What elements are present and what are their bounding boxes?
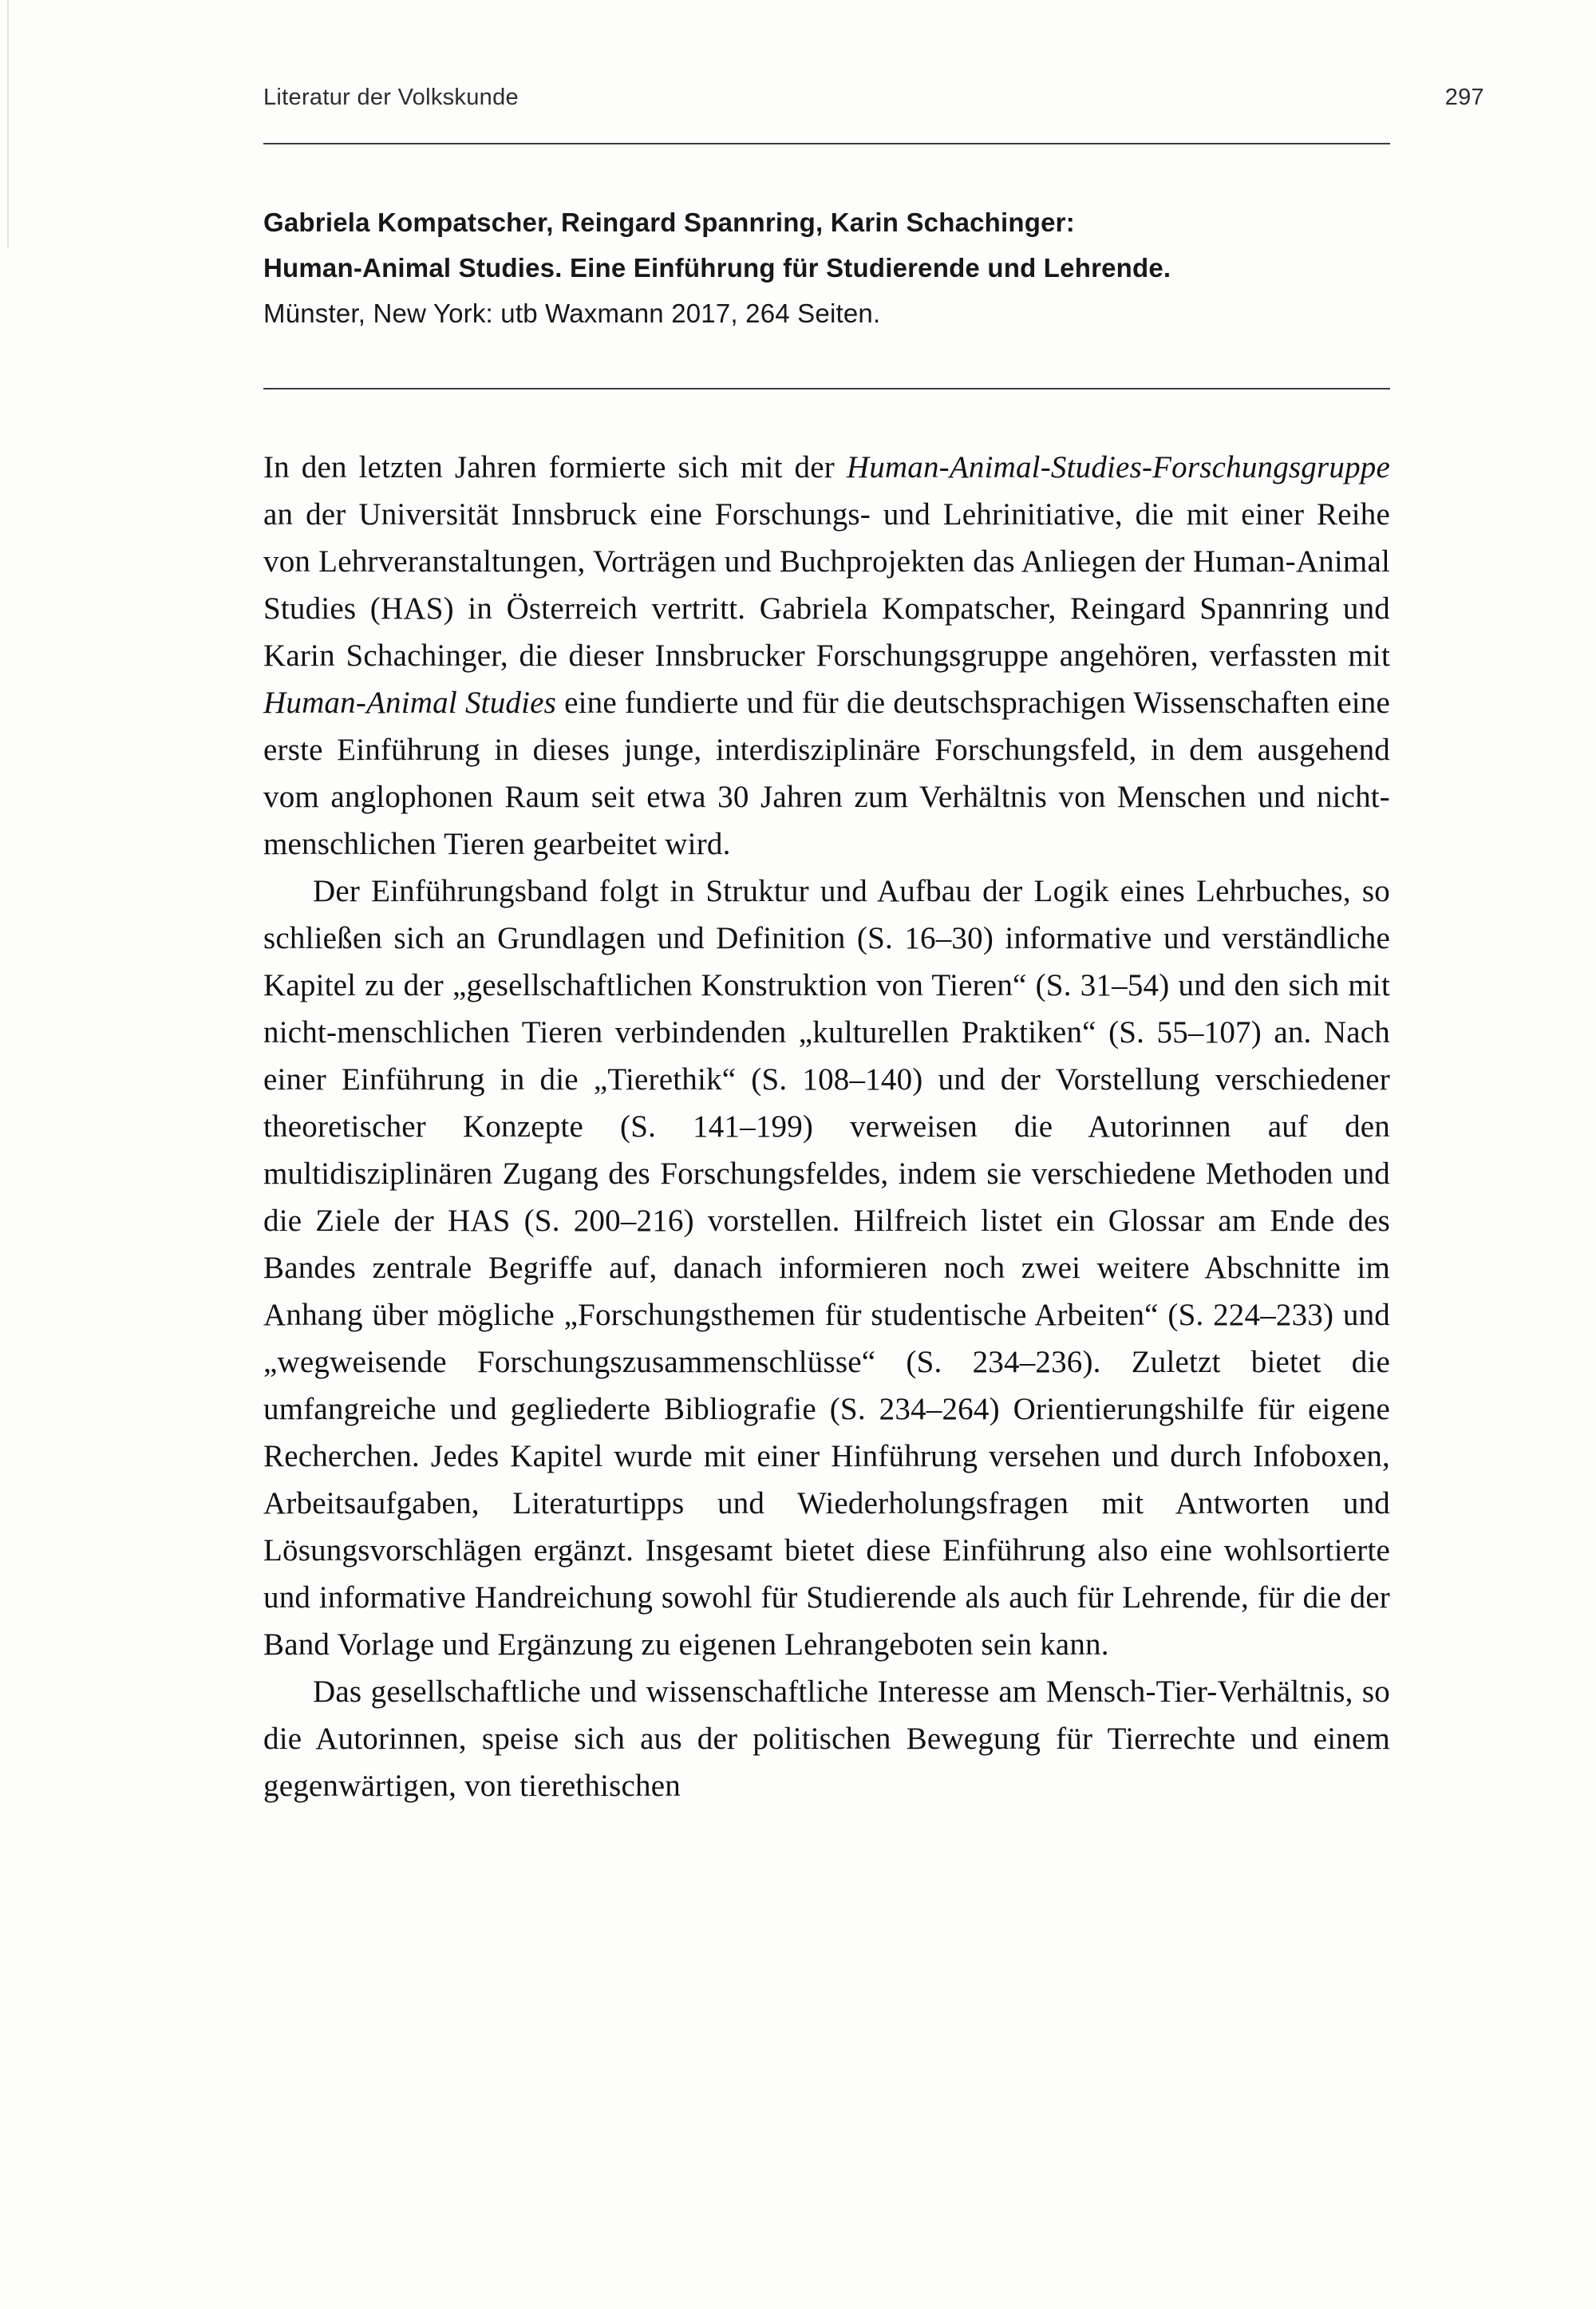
text-run: eine fundierte und für die deutschsprachigen Wissenschaften eine erste Einführung in dieses junge, interdisziplinäre Forschungsfeld, in dem ausgehend vom anglophonen Raum seit etwa 30 Jahren zum Verhältnis von Menschen und nicht-menschlichen Tieren gearbeitet wird.: [263, 686, 1390, 861]
review-title-line: Human-Animal Studies. Eine Einführung für Studierende und Lehrende.: [263, 253, 1171, 283]
italic-text-run: Human-Animal-Studies-Forschungsgruppe: [846, 450, 1390, 484]
text-run: Das gesellschaftliche und wissenschaftliche Interesse am Mensch-Tier-Verhältnis, so die Autorinnen, speise sich aus der politischen Bewegung für Tierrechte und einem gegenwärtigen, von tierethischen: [263, 1674, 1390, 1803]
running-title: Literatur der Volkskunde: [263, 85, 519, 110]
header-rule: [263, 143, 1390, 144]
scan-edge-artifact: [7, 0, 9, 247]
heading-rule: [263, 388, 1390, 389]
page-number: 297: [1444, 85, 1484, 110]
review-heading: [263, 200, 1390, 336]
body-paragraph: [263, 444, 1390, 868]
running-header: [263, 85, 1484, 111]
text-run: Der Einführungsband folgt in Struktur und Aufbau der Logik eines Lehrbuches, so schließen sich an Grundlagen und Definition (S. 16–30) informative und verständliche Kapitel zu der „gesellschaftlichen Konstruktion von Tieren“ (S. 31–54) und den sich mit nicht-menschlichen Tieren verbindenden „kulturellen Praktiken“ (S. 55–107) an. Nach einer Einführung in die „Tierethik“ (S. 108–140) und der Vorstellung verschiedener theoretischer Konzepte (S. 141–199) verweisen die Autorinnen auf den multidisziplinären Zugang des Forschungsfeldes, indem sie verschiedene Methoden und die Ziele der HAS (S. 200–216) vorstellen. Hilfreich listet ein Glossar am Ende des Bandes zentrale Begriffe auf, danach informieren noch zwei weitere Abschnitte im Anhang über mögliche „Forschungsthemen für studentische Arbeiten“ (S. 224–233) und „wegweisende Forschungszusammenschlüsse“ (S. 234–236). Zuletzt bietet die umfangreiche und gegliederte Bibliografie (S. 234–264) Orientierungshilfe für eigene Recherchen. Jedes Kapitel wurde mit einer Hinführung versehen und durch Infoboxen, Arbeitsaufgaben, Literaturtipps und Wiederholungsfragen mit Antworten und Lösungsvorschlägen ergänzt. Insgesamt bietet diese Einführung also eine wohlsortierte und informative Handreichung sowohl für Studierende als auch für Lehrende, für die der Band Vorlage und Ergänzung zu eigenen Lehrangeboten sein kann.: [263, 874, 1390, 1662]
body-paragraph: [263, 1668, 1390, 1809]
review-body: [263, 444, 1390, 1809]
review-publication-line: Münster, New York: utb Waxmann 2017, 264 Seiten.: [263, 299, 881, 328]
text-run: In den letzten Jahren formierte sich mit der: [263, 450, 847, 484]
italic-text-run: Human-Animal Studies: [263, 686, 557, 720]
text-run: an der Universität Innsbruck eine Forschungs- und Lehrinitiative, die mit einer Reihe von Lehrveranstaltungen, Vorträgen und Buchprojekten das Anliegen der Human-Animal Studies (HAS) in Österreich vertritt. Gabriela Kompatscher, Reingard Spannring und Karin Schachinger, die dieser Innsbrucker Forschungsgruppe angehören, verfassten mit: [263, 497, 1390, 673]
review-authors-line: Gabriela Kompatscher, Reingard Spannring, Karin Schachinger:: [263, 208, 1075, 237]
body-paragraph: [263, 868, 1390, 1668]
